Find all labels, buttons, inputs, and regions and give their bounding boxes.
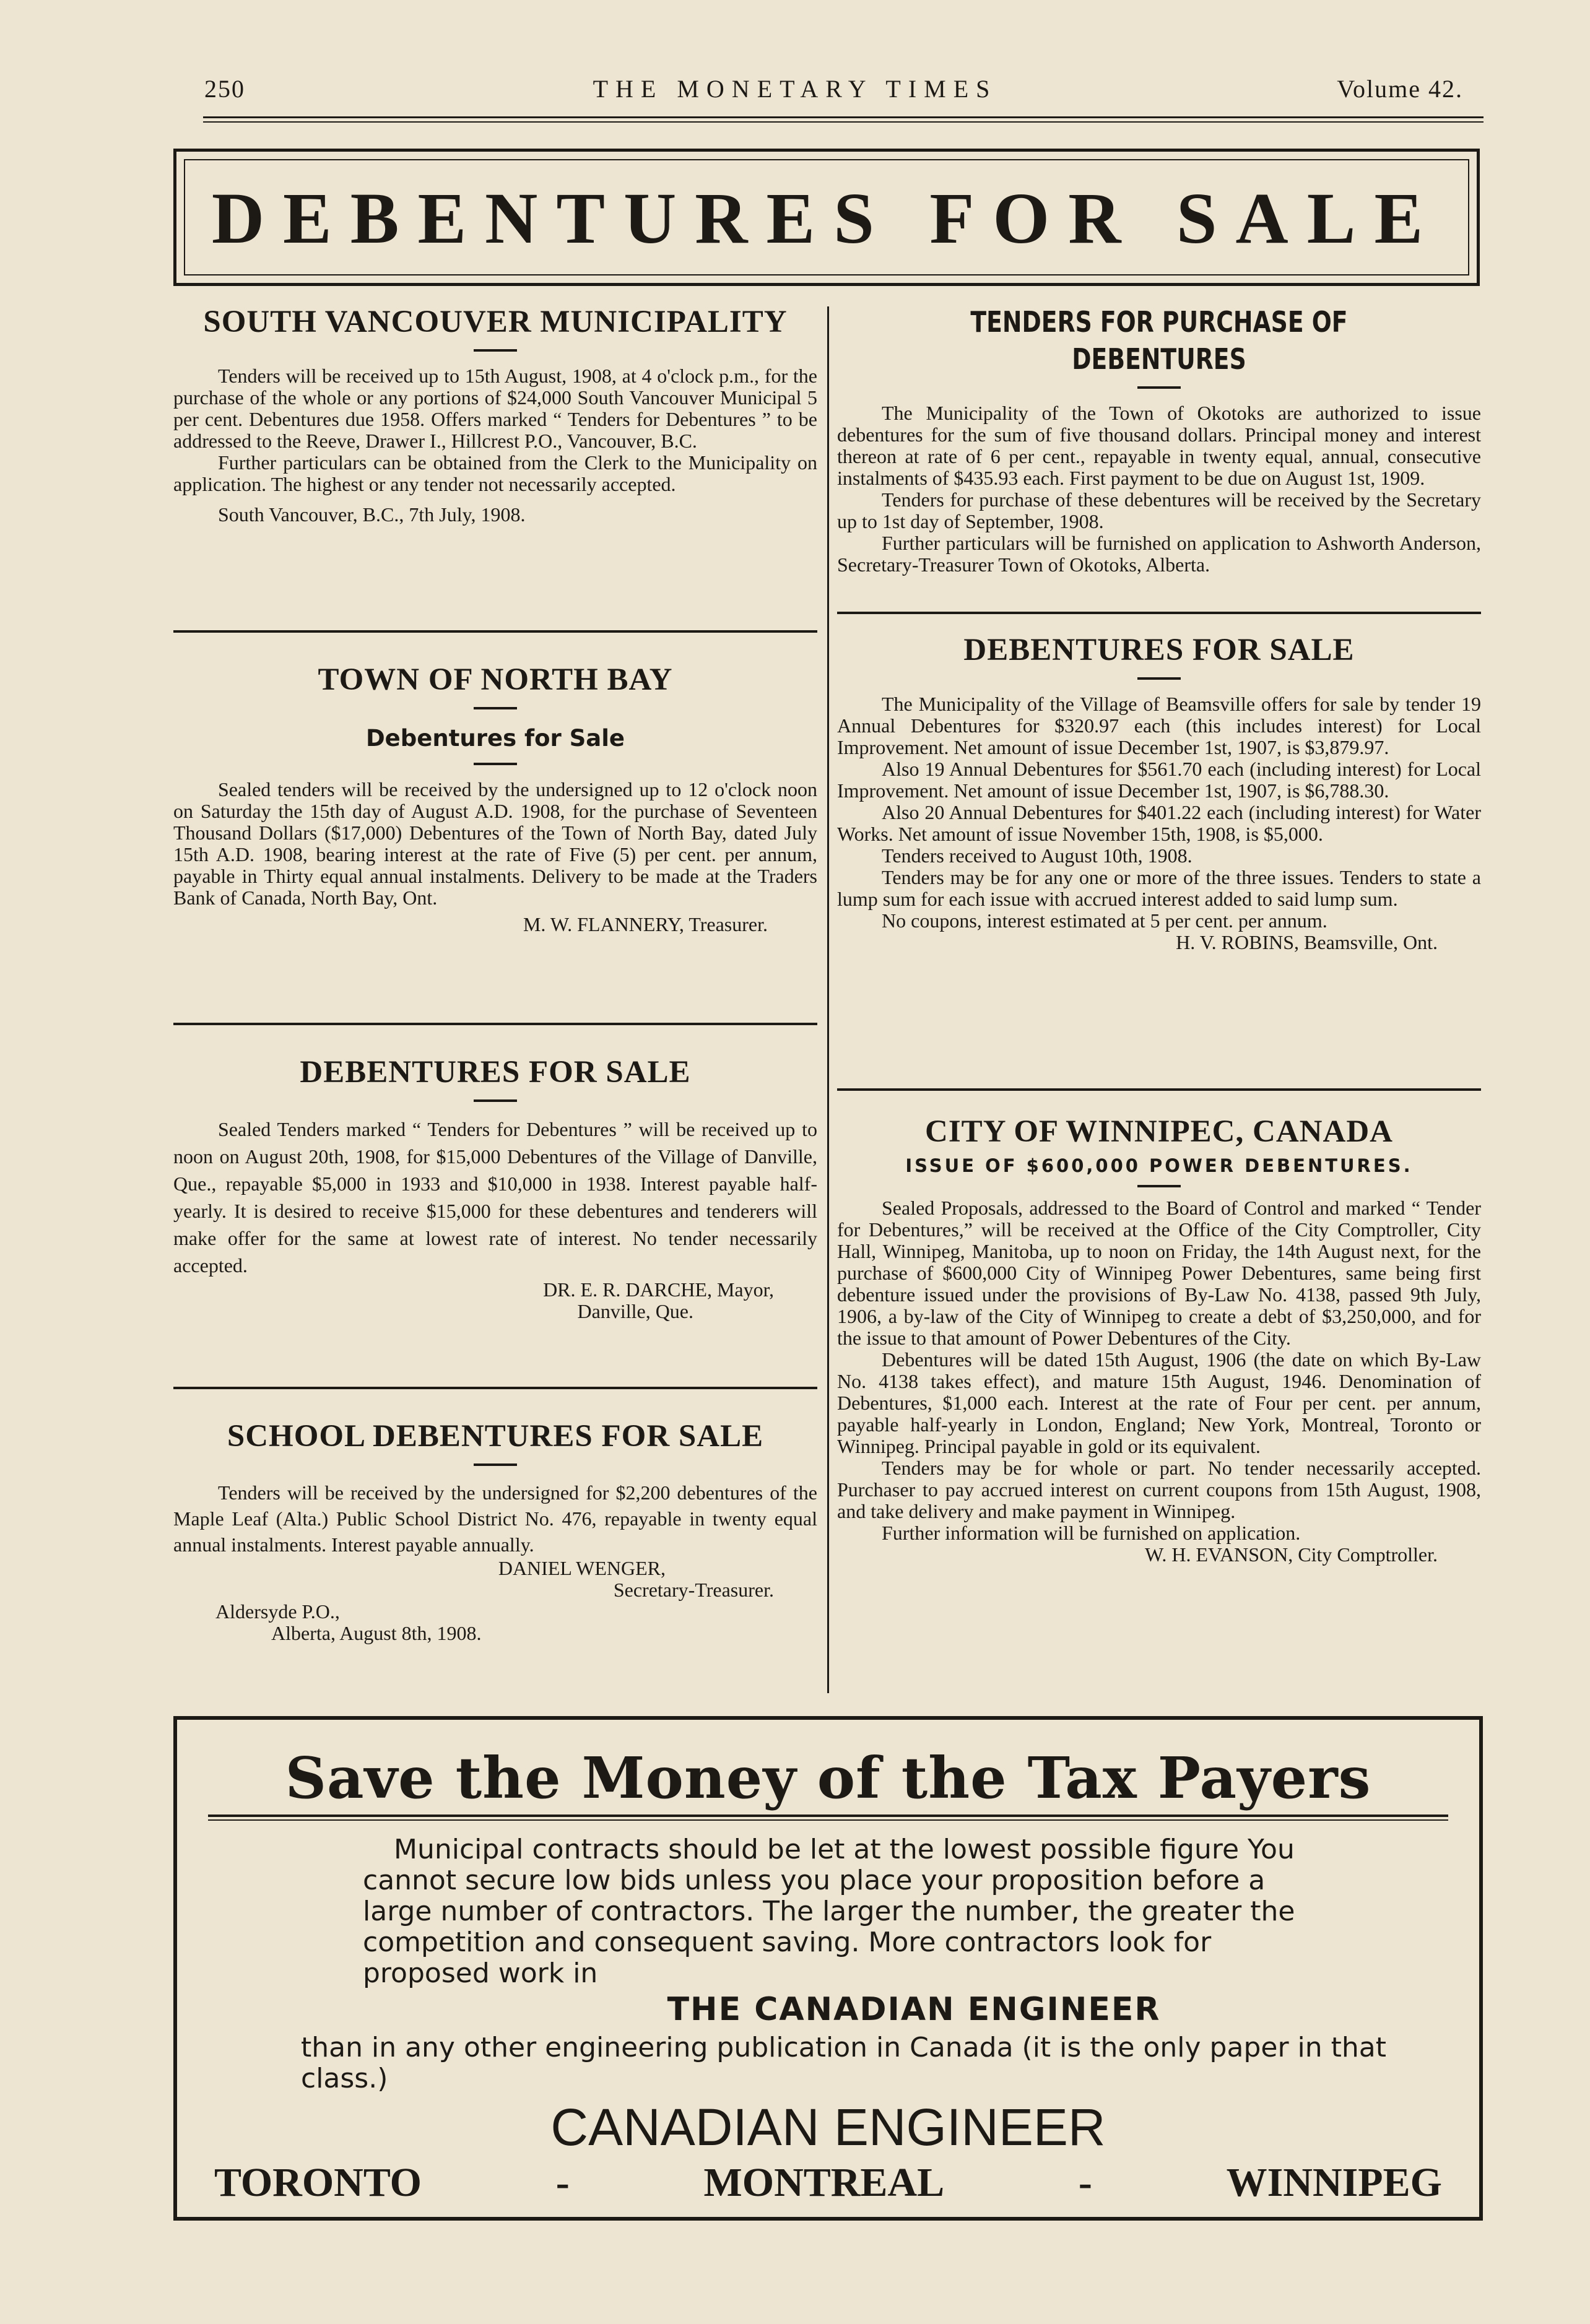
volume-label: Volume 42.: [1337, 75, 1463, 103]
city-toronto: TORONTO: [214, 2160, 422, 2205]
dash-divider: [474, 349, 517, 352]
notice-winnipeg: [837, 1113, 1481, 1566]
notice-beamsville: [837, 631, 1481, 953]
notice-paragraph: Sealed Proposals, addressed to the Board of Control and marked “ Tender for Debentures,” will be received at the Office of the City Comptroller, City Hall, Winnipeg, Manitoba, up to noon on Friday, the 14th August next, for the purchase of $600,000 City of Winnipeg Power Debentures, same being first debenture issued under the provisions of By-Law No. 4138, passed 9th July, 1906, a by-law of the City of Winnipeg to create a debt of $3,250,000, and for the issue to that amount of Power Debentures of the City.: [837, 1197, 1481, 1349]
notice-paragraph: Tenders will be received up to 15th August, 1908, at 4 o'clock p.m., for the purchase of the whole or any portions of $24,000 South Vancouver Municipal 5 per cent. Debentures due 1958. Offers marked “ Tenders for Debentures ” to be addressed to the Reeve, Drawer I., Hillcrest P.O., Vancouver, B.C.: [173, 365, 817, 452]
notice-place: Aldersyde P.O.,: [215, 1600, 340, 1623]
advertisement-box: [173, 1716, 1483, 2221]
notice-signature: DANIEL WENGER,: [498, 1557, 666, 1579]
notice-title: TENDERS FOR PURCHASE OF DEBENTURES: [970, 305, 1348, 376]
notice-paragraph: Tenders will be received by the undersigned for $2,200 debentures of the Maple Leaf (Alta.) Public School District No. 476, repayable in twenty equal annual instalments. Interest payable annually.: [173, 1481, 817, 1556]
notice-signature: DR. E. R. DARCHE, Mayor,: [543, 1278, 774, 1301]
advertisement-paragraph-2: than in any other engineering publication in Canada (it is the only paper in that class.): [301, 2032, 1386, 2094]
notice-paragraph: Sealed Tenders marked “ Tenders for Debentures ” will be received up to noon on August 20th, 1908, for $15,000 Debentures of the Village of Danville, Que., repayable $5,000 in 1933 and $10,000 in 1938. Interest payable half-yearly. It is desired to receive $15,000 for these debentures and tenderers will make offer for the same at lowest rate of interest. No tender necessarily accepted.: [173, 1118, 817, 1277]
section-rule: [173, 1023, 817, 1025]
advertisement-journal: THE CANADIAN ENGINEER: [667, 1991, 1161, 2028]
journal-title: THE MONETARY TIMES: [593, 75, 997, 103]
dash-divider: [1137, 677, 1181, 680]
notice-paragraph: Also 20 Annual Debentures for $401.22 each (including interest) for Water Works. Net amount of issue November 15th, 1908, is $5,000.: [837, 801, 1481, 845]
notice-danville: [173, 1054, 817, 1322]
notice-title: DEBENTURES FOR SALE: [963, 633, 1355, 667]
notice-title: SOUTH VANCOUVER MUNICIPALITY: [203, 305, 788, 339]
notice-paragraph: No coupons, interest estimated at 5 per cent. per annum.: [882, 909, 1327, 932]
notice-paragraph: Sealed tenders will be received by the undersigned up to 12 o'clock noon on Saturday the 15th day of August A.D. 1908, for the purchase of Seventeen Thousand Dollars ($17,000) Debentures of the Town of North Bay, dated July 15th A.D. 1908, bearing interest at the rate of Five (5) per cent. per annum, payable in Thirty equal annual instalments. Delivery to be made at the Traders Bank of Canada, North Bay, Ont.: [173, 778, 817, 909]
notice-dateline: South Vancouver, B.C., 7th July, 1908.: [218, 503, 526, 526]
header-rule-2: [203, 121, 1484, 123]
section-rule: [837, 612, 1481, 614]
notice-signature-place: Danville, Que.: [577, 1300, 693, 1322]
notice-signature: M. W. FLANNERY, Treasurer.: [523, 913, 768, 935]
notice-dateline: Alberta, August 8th, 1908.: [271, 1622, 482, 1644]
notice-signature-title: Secretary-Treasurer.: [613, 1579, 774, 1601]
notice-paragraph: Further information will be furnished on application.: [882, 1522, 1301, 1544]
notice-title: TOWN OF NORTH BAY: [318, 662, 673, 697]
section-rule: [173, 1387, 817, 1389]
column-divider: [827, 306, 829, 1693]
notice-north-bay: [173, 661, 817, 935]
dash-divider: [1137, 386, 1181, 389]
dash-divider: [474, 1463, 517, 1466]
advertisement-headline: Save the Money of the Tax Payers: [285, 1745, 1371, 1811]
notice-subtitle: Debentures for Sale: [365, 725, 625, 752]
city-montreal: MONTREAL: [703, 2160, 945, 2205]
notice-paragraph: The Municipality of the Village of Beamsville offers for sale by tender 19 Annual Debentures for $320.97 each (this includes interest) for Local Improvement. Net amount of issue December 1st, 1907, is $3,879.97.: [837, 693, 1481, 758]
header-rule: [203, 116, 1484, 118]
notice-paragraph: Further particulars will be furnished on application to Ashworth Anderson, Secretary-Treasurer Town of Okotoks, Alberta.: [837, 532, 1481, 576]
page-number: 250: [204, 75, 245, 103]
city-separator: -: [1078, 2160, 1092, 2205]
notice-paragraph: Also 19 Annual Debentures for $561.70 each (including interest) for Local Improvement. Net amount of issue December 1st, 1907, is $6,788.30.: [837, 758, 1481, 802]
notice-okotoks: [837, 303, 1481, 576]
notice-paragraph: Tenders received to August 10th, 1908.: [882, 844, 1192, 867]
notice-paragraph: Tenders may be for any one or more of the three issues. Tenders to state a lump sum for each issue with accrued interest added to said lump sum.: [837, 866, 1481, 910]
notice-title: CITY OF WINNIPEC, CANADA: [925, 1114, 1393, 1149]
advertisement-publisher: CANADIAN ENGINEER: [550, 2098, 1106, 2156]
notice-paragraph: Further particulars can be obtained from the Clerk to the Municipality on application. The highest or any tender not necessarily accepted.: [173, 451, 817, 495]
notice-school: [173, 1418, 817, 1644]
section-rule: [173, 630, 817, 633]
advertisement-cities: [214, 2159, 1442, 2206]
notice-signature: H. V. ROBINS, Beamsville, Ont.: [1176, 931, 1438, 953]
notice-title: SCHOOL DEBENTURES FOR SALE: [227, 1419, 764, 1454]
notice-signature: W. H. EVANSON, City Comptroller.: [1145, 1543, 1438, 1566]
notice-paragraph: The Municipality of the Town of Okotoks are authorized to issue debentures for the sum of five thousand dollars. Principal money and interest thereon at rate of 6 per cent., repayable in twenty equal, annual, consecutive instalments of $435.93 each. First payment to be due on August 1st, 1909.: [837, 402, 1481, 489]
notice-paragraph: Tenders for purchase of these debentures will be received by the Secretary up to 1st day of September, 1908.: [837, 488, 1481, 532]
banner-title: DEBENTURES FOR SALE: [211, 178, 1442, 259]
headline-rule-2: [208, 1819, 1448, 1821]
notice-paragraph: Debentures will be dated 15th August, 1906 (the date on which By-Law No. 4138 takes effect), and mature 15th August, 1946. Denomination of Debentures, $1,000 each. Interest at the rate of Four per cent. per annum, payable half-yearly in London, England; New York, Montreal, Toronto or Winnipeg. Principal payable in gold or its equivalent.: [837, 1348, 1481, 1457]
banner-box: [173, 149, 1480, 286]
notice-south-vancouver: [173, 303, 817, 526]
notice-title: DEBENTURES FOR SALE: [300, 1055, 691, 1090]
notice-subtitle: ISSUE OF $600,000 POWER DEBENTURES.: [905, 1155, 1413, 1176]
notice-paragraph: Tenders may be for whole or part. No tender necessarily accepted. Purchaser to pay accrued interest on current coupons from 15th August, 1908, and take delivery and make payment in Winnipeg.: [837, 1457, 1481, 1522]
city-separator: -: [555, 2160, 570, 2205]
city-winnipeg: WINNIPEG: [1226, 2160, 1442, 2205]
dash-divider: [474, 1099, 517, 1102]
section-rule: [837, 1088, 1481, 1091]
dash-divider: [474, 763, 517, 765]
dash-divider: [1137, 1185, 1181, 1187]
advertisement-paragraph: Municipal contracts should be let at the lowest possible figure You cannot secure low bids unless you place your proposition before a large number of contractors. The larger the number, the greater the competition and consequent saving. More contractors look for proposed work in: [363, 1834, 1295, 1989]
advertisement-body: [363, 1834, 1465, 2030]
dash-divider: [474, 707, 517, 709]
headline-rule: [208, 1815, 1448, 1817]
